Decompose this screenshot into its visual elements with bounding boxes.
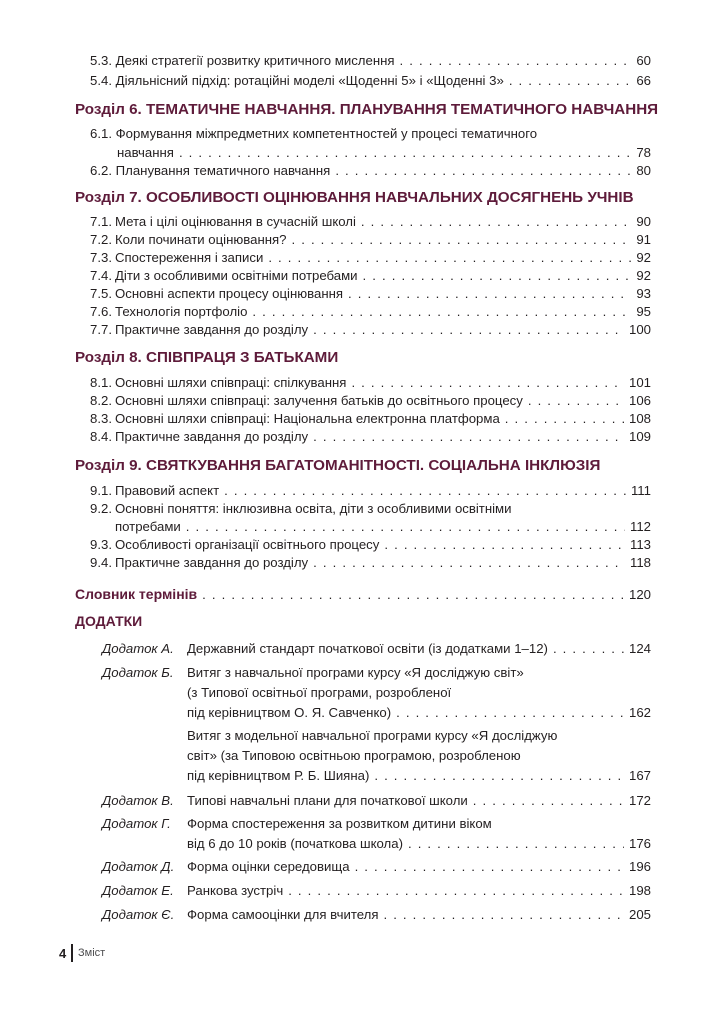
toc-entry-page: 106 xyxy=(628,393,651,408)
toc-entry-line: (з Типової освітньої програми, розробленої xyxy=(187,685,452,700)
toc-entry-num: 7.5. xyxy=(90,286,112,301)
toc-entry-line: Витяг з модельної навчальної програми курсу «Я досліджую xyxy=(187,728,558,743)
toc-entry-line: 6.1. Формування міжпредметних компетентностей у процесі тематичного xyxy=(90,126,538,141)
toc-entry-page: 124 xyxy=(628,641,651,656)
toc-entry-num: 7.4. xyxy=(90,268,112,283)
toc-entry[interactable] xyxy=(90,249,651,267)
toc-entry[interactable] xyxy=(90,410,651,428)
leader-dots xyxy=(374,767,624,785)
toc-entry-page: 162 xyxy=(628,705,651,720)
toc-entry-title: Технологія портфоліо xyxy=(115,304,248,319)
toc-entry[interactable] xyxy=(187,858,651,876)
leader-dots xyxy=(505,410,624,428)
toc-entry-page: 80 xyxy=(636,163,651,178)
page-number: 4 xyxy=(59,946,67,961)
toc-entry-num: 7.6. xyxy=(90,304,112,319)
leader-dots xyxy=(224,482,626,500)
toc-entry[interactable] xyxy=(187,906,651,924)
toc-entry-page: 93 xyxy=(636,286,651,301)
toc-entry[interactable] xyxy=(90,231,651,249)
leader-dots xyxy=(363,267,632,285)
appendix-label: Додаток Е. xyxy=(102,883,174,898)
toc-entry-num: 7.7. xyxy=(90,322,112,337)
section-heading-8: Розділ 8. СПІВПРАЦЯ З БАТЬКАМИ xyxy=(75,349,339,366)
toc-entry-num: 9.2. xyxy=(90,501,112,516)
toc-entry-title: 5.3. Деякі стратегії розвитку критичного мислення xyxy=(90,53,395,68)
toc-entry-title: навчання xyxy=(117,145,174,160)
footer-divider xyxy=(71,944,73,962)
toc-entry-num: 8.3. xyxy=(90,411,112,426)
toc-entry-title: від 6 до 10 років (початкова школа) xyxy=(187,836,403,851)
toc-entry-title: Основні шляхи співпраці: залучення батьків до освітнього процесу xyxy=(115,393,523,408)
toc-entry-title: Правовий аспект xyxy=(115,483,220,498)
section-heading-9: Розділ 9. СВЯТКУВАННЯ БАГАТОМАНІТНОСТІ. СОЦІАЛЬНА ІНКЛЮЗІЯ xyxy=(75,457,601,474)
toc-entry-num: 9.3. xyxy=(90,537,112,552)
toc-entry[interactable] xyxy=(90,303,651,321)
toc-entry-page: 167 xyxy=(628,768,651,783)
toc-entry[interactable] xyxy=(90,52,651,70)
leader-dots xyxy=(400,52,632,70)
toc-entry[interactable] xyxy=(90,428,651,446)
toc-entry-title: Особливості організації освітнього процесу xyxy=(115,537,380,552)
appendix-label: Додаток Г. xyxy=(102,816,171,831)
footer-section-label: Зміст xyxy=(78,947,106,959)
toc-entry-page: 60 xyxy=(636,53,651,68)
toc-entry-num: 7.2. xyxy=(90,232,112,247)
leader-dots xyxy=(313,554,625,572)
toc-entry-title: Спостереження і записи xyxy=(115,250,264,265)
toc-entry-title: Типові навчальні плани для початкової школи xyxy=(187,793,468,808)
toc-entry-page: 205 xyxy=(628,907,651,922)
leader-dots xyxy=(384,536,625,554)
toc-entry-title: Ранкова зустріч xyxy=(187,883,284,898)
toc-entry-title: Практичне завдання до розділу xyxy=(115,322,309,337)
toc-entry-glossary[interactable] xyxy=(75,584,651,604)
toc-entry[interactable] xyxy=(90,213,651,231)
section-heading-7: Розділ 7. ОСОБЛИВОСТІ ОЦІНЮВАННЯ НАВЧАЛЬНИХ ДОСЯГНЕНЬ УЧНІВ xyxy=(75,189,634,206)
appendix-label: Додаток Є. xyxy=(102,907,175,922)
toc-entry[interactable] xyxy=(115,518,651,536)
toc-entry-title: Основні аспекти процесу оцінювання xyxy=(115,286,344,301)
appendix-label: Додаток В. xyxy=(102,793,174,808)
leader-dots xyxy=(408,835,624,853)
toc-entry[interactable] xyxy=(90,285,651,303)
toc-entry-page: 118 xyxy=(629,555,651,570)
toc-entry[interactable] xyxy=(90,162,651,180)
leader-dots xyxy=(361,213,631,231)
toc-entry-num: 9.4. xyxy=(90,555,112,570)
toc-entry-line: Витяг з навчальної програми курсу «Я досліджую світ» xyxy=(187,665,524,680)
leader-dots xyxy=(473,792,624,810)
toc-entry-page: 113 xyxy=(629,537,651,552)
toc-entry[interactable] xyxy=(117,144,651,162)
toc-entry-title: Форма оцінки середовища xyxy=(187,859,350,874)
toc-entry[interactable] xyxy=(187,767,651,785)
toc-entry-page: 91 xyxy=(636,232,651,247)
toc-entry-page: 95 xyxy=(636,304,651,319)
toc-entry-num: 8.1. xyxy=(90,375,112,390)
toc-entry[interactable] xyxy=(90,321,651,339)
toc-entry-line: світ» (за Типовою освітньою програмою, розробленою xyxy=(187,748,521,763)
toc-entry-num: 7.1. xyxy=(90,214,112,229)
appendix-label: Додаток Б. xyxy=(102,665,174,680)
leader-dots xyxy=(252,303,631,321)
toc-entry-page: 196 xyxy=(628,859,651,874)
toc-entry-num: 8.2. xyxy=(90,393,112,408)
toc-entry-title: Основні шляхи співпраці: спілкування xyxy=(115,375,347,390)
toc-entry[interactable] xyxy=(90,554,651,572)
leader-dots xyxy=(355,858,624,876)
section-heading-6: Розділ 6. ТЕМАТИЧНЕ НАВЧАННЯ. ПЛАНУВАННЯ ТЕМАТИЧНОГО НАВЧАННЯ xyxy=(75,101,659,118)
toc-entry-title: Коли починати оцінювання? xyxy=(115,232,287,247)
leader-dots xyxy=(348,285,631,303)
toc-entry-page: 90 xyxy=(636,214,651,229)
toc-entry-page: 112 xyxy=(629,519,651,534)
toc-entry-title: 6.2. Планування тематичного навчання xyxy=(90,163,331,178)
leader-dots xyxy=(351,374,624,392)
toc-entry-num: 9.1. xyxy=(90,483,112,498)
leader-dots xyxy=(202,585,624,604)
leader-dots xyxy=(179,144,631,162)
toc-entry-line: Форма спостереження за розвитком дитини віком xyxy=(187,816,492,831)
toc-entry-page: 176 xyxy=(628,836,651,851)
leader-dots xyxy=(292,231,632,249)
leader-dots xyxy=(396,704,624,722)
leader-dots xyxy=(528,392,624,410)
toc-entry[interactable] xyxy=(187,835,651,853)
leader-dots xyxy=(383,906,624,924)
toc-entry-page: 66 xyxy=(636,73,651,88)
leader-dots xyxy=(509,72,632,90)
glossary-title: Словник термінів xyxy=(75,586,198,602)
leader-dots xyxy=(313,321,624,339)
toc-entry-page: 172 xyxy=(628,793,651,808)
toc-entry-title: Мета і цілі оцінювання в сучасній школі xyxy=(115,214,356,229)
toc-entry-page: 120 xyxy=(628,587,651,602)
toc-entry-page: 111 xyxy=(630,483,651,498)
toc-entry[interactable] xyxy=(90,267,651,285)
leader-dots xyxy=(335,162,631,180)
appendices-heading: ДОДАТКИ xyxy=(75,613,143,629)
toc-entry-title: 5.4. Діяльнісний підхід: ротаційні моделі «Щоденні 5» і «Щоденні 3» xyxy=(90,73,504,88)
toc-entry-title: Державний стандарт початкової освіти (із додатками 1–12) xyxy=(187,641,548,656)
leader-dots xyxy=(553,640,624,658)
toc-entry-page: 108 xyxy=(628,411,651,426)
toc-entry[interactable] xyxy=(187,640,651,658)
toc-entry[interactable] xyxy=(90,536,651,554)
toc-entry-title: під керівництвом Р. Б. Шияна) xyxy=(187,768,370,783)
toc-entry-title: Основні шляхи співпраці: Національна електронна платформа xyxy=(115,411,500,426)
leader-dots xyxy=(313,428,624,446)
toc-entry[interactable] xyxy=(187,792,651,810)
toc-entry-page: 92 xyxy=(636,268,651,283)
toc-entry-page: 109 xyxy=(628,429,651,444)
leader-dots xyxy=(186,518,625,536)
toc-entry-page: 100 xyxy=(628,322,651,337)
toc-entry[interactable] xyxy=(187,882,651,900)
toc-entry-page: 92 xyxy=(636,250,651,265)
toc-entry-title: під керівництвом О. Я. Савченко) xyxy=(187,705,392,720)
toc-entry-page: 78 xyxy=(636,145,651,160)
toc-entry[interactable] xyxy=(90,72,651,90)
toc-entry[interactable] xyxy=(90,482,651,500)
appendix-label: Додаток Д. xyxy=(102,859,175,874)
toc-entry-title: Форма самооцінки для вчителя xyxy=(187,907,379,922)
toc-entry[interactable] xyxy=(90,392,651,410)
toc-entry[interactable] xyxy=(90,374,651,392)
toc-entry-num: 8.4. xyxy=(90,429,112,444)
toc-entry-page: 198 xyxy=(628,883,651,898)
toc-entry-num: 7.3. xyxy=(90,250,112,265)
leader-dots xyxy=(268,249,631,267)
toc-entry-title: Практичне завдання до розділу xyxy=(115,555,309,570)
toc-entry-title: потребами xyxy=(115,519,181,534)
leader-dots xyxy=(288,882,624,900)
toc-entry-title: Практичне завдання до розділу xyxy=(115,429,309,444)
toc-entry-page: 101 xyxy=(628,375,651,390)
toc-entry[interactable] xyxy=(187,704,651,722)
toc-entry-title: Діти з особливими освітніми потребами xyxy=(115,268,358,283)
appendix-label: Додаток А. xyxy=(102,641,174,656)
toc-entry-line: Основні поняття: інклюзивна освіта, діти з особливими освітніми xyxy=(115,501,512,516)
